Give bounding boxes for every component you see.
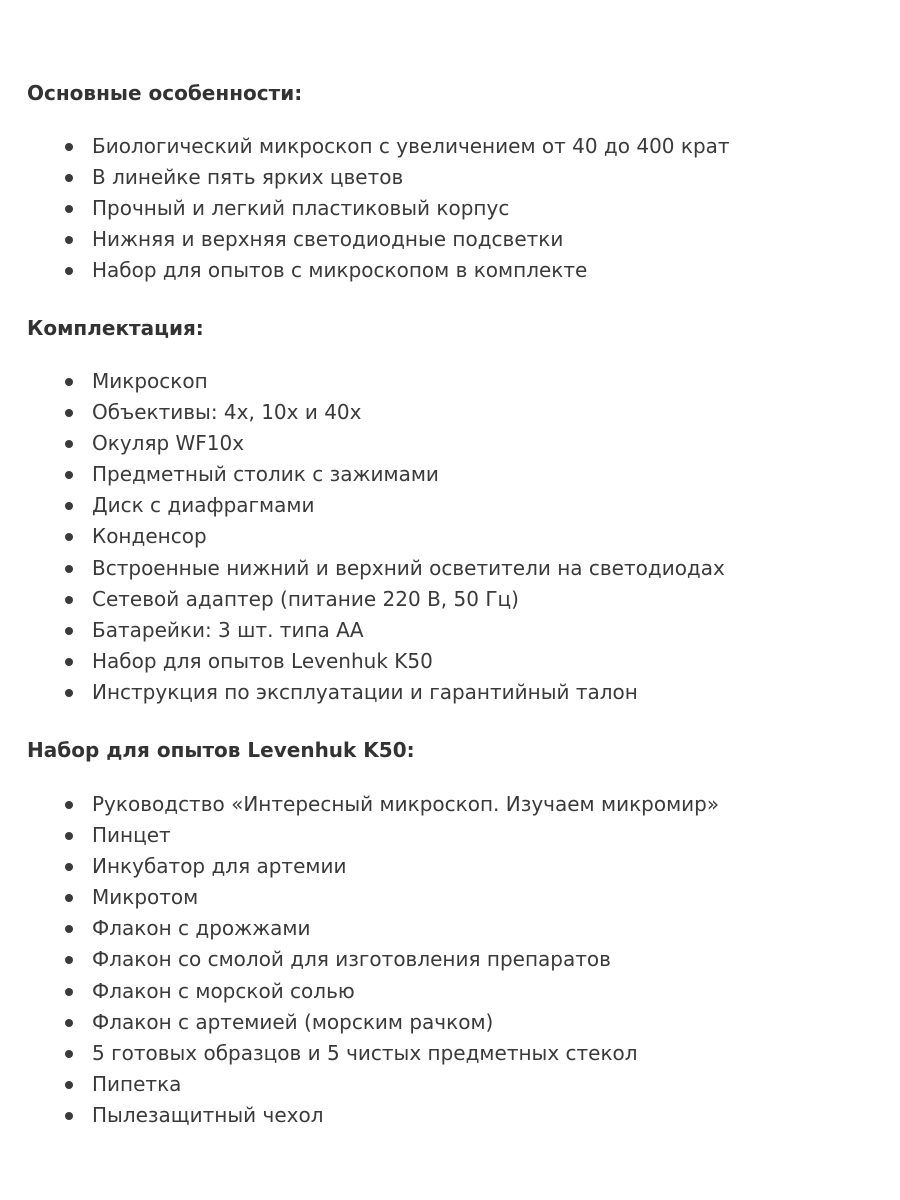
list-item [27,1100,719,1131]
list-item [27,789,719,820]
bullet-icon [65,956,73,964]
list-item [27,584,725,615]
bullet-icon [65,267,73,275]
bullet-icon [65,378,73,386]
list-item [27,1038,719,1069]
section-package-contents [27,314,725,704]
list-item [27,1069,719,1100]
bullet-icon [65,143,73,151]
bullet-icon [65,627,73,635]
bullet-icon [65,658,73,666]
list-item [27,521,725,552]
list-item [27,366,725,397]
section-features [27,79,730,283]
list-item-text: Объективы: 4х, 10х и 40х [92,400,362,425]
list-item-text: Сетевой адаптер (питание 220 В, 50 Гц) [92,586,519,611]
list-item [27,646,725,677]
list-item-text: Флакон с морской солью [92,978,355,1003]
list-item [27,224,730,255]
bullet-icon [65,863,73,871]
list-item-text: Инкубатор для артемии [92,854,347,879]
list-item-text: Биологический микроскоп с увеличением от 40 до 400 крат [92,134,730,158]
list-item-text: Инструкция по эксплуатации и гарантийный талон [92,679,638,704]
bullet-icon [65,236,73,244]
features-list [27,131,730,286]
list-item-text: Батарейки: 3 шт. типа АА [92,617,364,642]
bullet-icon [65,502,73,510]
list-item [27,677,725,708]
package-list [27,366,725,708]
bullet-icon [65,1019,73,1027]
list-item [27,820,719,851]
section-experiment-kit [27,736,720,1127]
list-item-text: Окуляр WF10x [92,431,245,456]
list-item-text: Диск с диафрагмами [92,493,315,518]
list-item [27,615,725,646]
bullet-icon [65,409,73,417]
list-item-text: 5 готовых образцов и 5 чистых предметных стекол [92,1040,638,1065]
section-heading: Комплектация: [27,316,204,340]
list-item [27,428,725,459]
bullet-icon [65,174,73,182]
list-item-text: В линейке пять ярких цветов [92,165,404,190]
list-item-text: Предметный столик с зажимами [92,462,439,487]
list-item-text: Прочный и легкий пластиковый корпус [92,196,510,221]
bullet-icon [65,1112,73,1120]
kit-list [27,789,719,1131]
list-item-text: Руководство «Интересный микроскоп. Изучаем микромир» [92,792,720,816]
list-item-text: Флакон с артемией (морским рачком) [92,1009,494,1034]
bullet-icon [65,471,73,479]
list-item-text: Флакон со смолой для изготовления препаратов [92,947,611,972]
bullet-icon [65,565,73,573]
bullet-icon [65,440,73,448]
bullet-icon [65,533,73,541]
bullet-icon [65,988,73,996]
list-item [27,162,730,193]
list-item [27,1007,719,1038]
list-item-text: Набор для опытов Levenhuk K50 [92,648,433,673]
list-item [27,913,719,944]
list-item [27,882,719,913]
section-heading: Набор для опытов Levenhuk K50: [27,738,415,762]
bullet-icon [65,689,73,697]
list-item-text: Микротом [92,885,199,910]
list-item-text: Пипетка [92,1071,182,1096]
list-item [27,397,725,428]
list-item-text: Микроскоп [92,369,208,393]
list-item-text: Встроенные нижний и верхний осветители на светодиодах [92,555,725,580]
section-heading: Основные особенности: [27,81,303,105]
bullet-icon [65,596,73,604]
bullet-icon [65,832,73,840]
list-item [27,976,719,1007]
bullet-icon [65,894,73,902]
list-item [27,459,725,490]
list-item [27,193,730,224]
bullet-icon [65,205,73,213]
bullet-icon [65,925,73,933]
list-item-text: Набор для опытов с микроскопом в комплекте [92,258,588,283]
list-item [27,851,719,882]
list-item-text: Флакон с дрожжами [92,916,311,941]
list-item [27,131,730,162]
list-item-text: Конденсор [92,524,207,549]
bullet-icon [65,1081,73,1089]
list-item [27,944,719,975]
list-item [27,255,730,286]
bullet-icon [65,801,73,809]
list-item-text: Пылезащитный чехол [92,1102,324,1127]
list-item-text: Пинцет [92,823,171,848]
list-item [27,490,725,521]
list-item-text: Нижняя и верхняя светодиодные подсветки [92,227,564,252]
list-item [27,553,725,584]
bullet-icon [65,1050,73,1058]
